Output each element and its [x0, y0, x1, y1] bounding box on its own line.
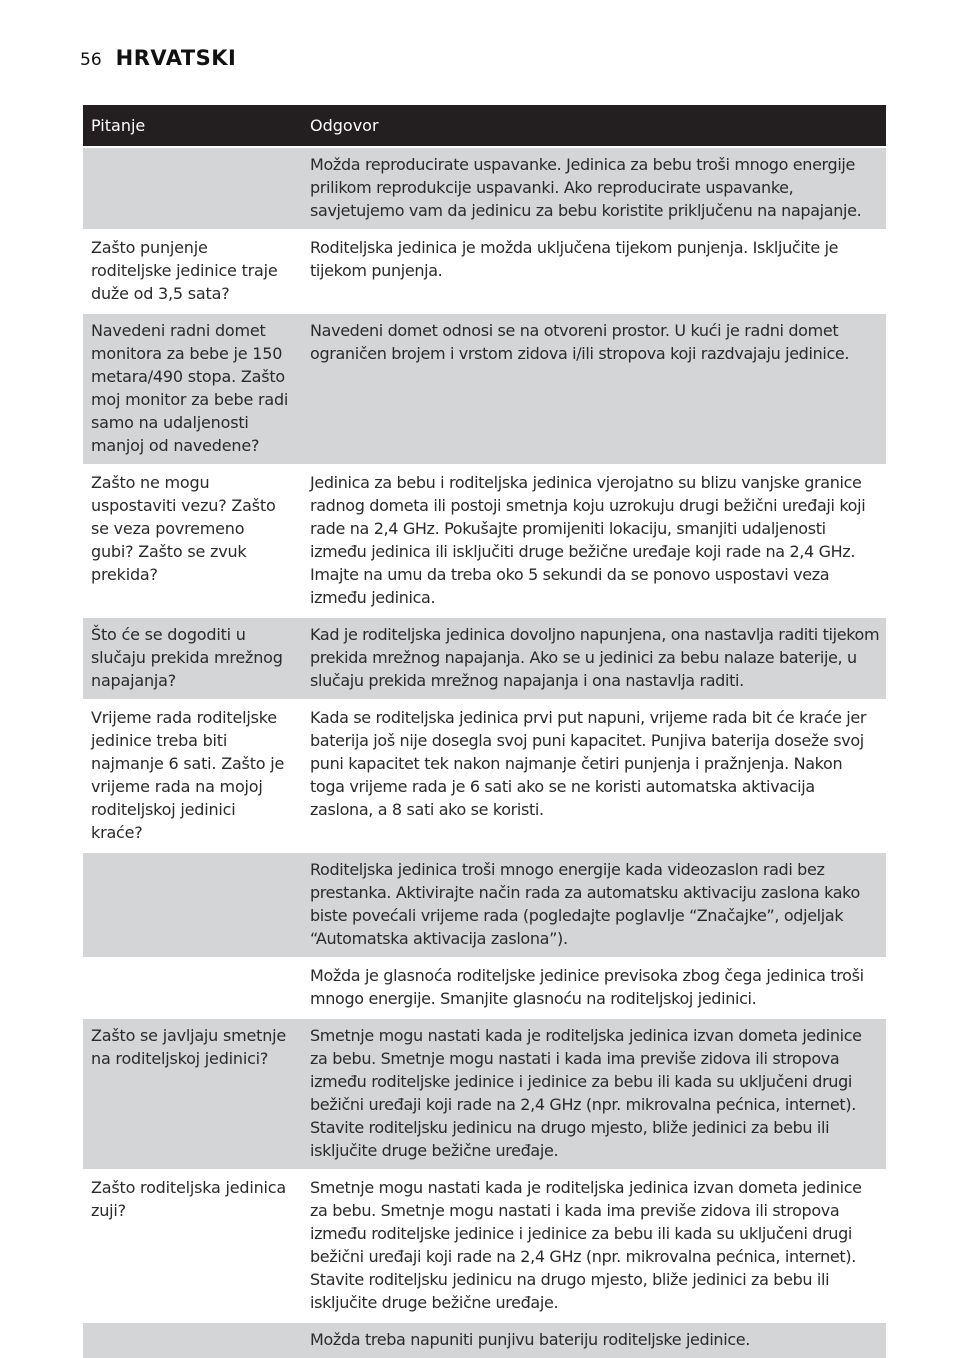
answer-cell: Možda treba napuniti punjivu bateriju roditeljske jedinice. [297, 1322, 886, 1358]
column-header-question: Pitanje [83, 105, 297, 147]
answer-cell: Možda je glasnoća roditeljske jedinice previsoka zbog čega jedinica troši mnogo energije. Smanjite glasnoću na roditeljskoj jedinici. [297, 958, 886, 1018]
table-row [83, 1170, 886, 1322]
question-cell [83, 852, 297, 958]
faq-table [83, 105, 886, 1358]
table-row [83, 700, 886, 852]
answer-cell: Roditeljska jedinica je možda uključena tijekom punjenja. Isključite je tijekom punjenja. [297, 230, 886, 313]
question-cell: Zašto se javljaju smetnje na roditeljskoj jedinici? [83, 1018, 297, 1170]
question-cell: Zašto ne mogu uspostaviti vezu? Zašto se veza povremeno gubi? Zašto se zvuk prekida? [83, 465, 297, 617]
table-row [83, 147, 886, 230]
answer-cell: Jedinica za bebu i roditeljska jedinica vjerojatno su blizu vanjske granice radnog dometa ili postoji smetnja koju uzrokuju drugi bežični uređaji koji rade na 2,4 GHz. Pokušajte promijeniti lokaciju, smanjiti udaljenosti između jedinica ili isključiti druge bežične uređaje koji rade na 2,4 GHz. Imajte na umu da treba oko 5 sekundi da se ponovo uspostavi veza između jedinica. [297, 465, 886, 617]
table-row [83, 230, 886, 313]
answer-cell: Smetnje mogu nastati kada je roditeljska jedinica izvan dometa jedinice za bebu. Smetnje mogu nastati i kada ima previše zidova ili stropova između roditeljske jedinice i jedinice za bebu ili kada su uključeni drugi bežični uređaji koji rade na 2,4 GHz (npr. mikrovalna pećnica, internet). Stavite roditeljsku jedinicu na drugo mjesto, bliže jedinici za bebu ili isključite druge bežične uređaje. [297, 1170, 886, 1322]
page-number: 56 [80, 50, 102, 70]
answer-cell: Kad je roditeljska jedinica dovoljno napunjena, ona nastavlja raditi tijekom prekida mrežnog napajanja. Ako se u jedinici za bebu nalaze baterije, u slučaju prekida mrežnog napajanja i ona nastavlja raditi. [297, 617, 886, 700]
section-title: HRVATSKI [115, 46, 237, 70]
question-cell: Zašto roditeljska jedinica zuji? [83, 1170, 297, 1322]
table-row [83, 465, 886, 617]
table-header-row [83, 105, 886, 147]
question-cell [83, 1322, 297, 1358]
question-cell: Što će se dogoditi u slučaju prekida mrežnog napajanja? [83, 617, 297, 700]
answer-cell: Roditeljska jedinica troši mnogo energije kada videozaslon radi bez prestanka. Aktivirajte način rada za automatsku aktivaciju zaslona kako biste povećali vrijeme rada (pogledajte poglavlje “Značajke”, odjeljak “Automatska aktivacija zaslona”). [297, 852, 886, 958]
table-row [83, 1018, 886, 1170]
column-header-answer: Odgovor [297, 105, 886, 147]
table-row [83, 1322, 886, 1358]
answer-cell: Navedeni domet odnosi se na otvoreni prostor. U kući je radni domet ograničen brojem i vrstom zidova i/ili stropova koji razdvajaju jedinice. [297, 313, 886, 465]
answer-cell: Kada se roditeljska jedinica prvi put napuni, vrijeme rada bit će kraće jer baterija još nije dosegla svoj puni kapacitet. Punjiva baterija doseže svoj puni kapacitet tek nakon najmanje četiri punjenja i pražnjenja. Nakon toga vrijeme rada je 6 sati ako se ne koristi automatska aktivacija zaslona, a 8 sati ako se koristi. [297, 700, 886, 852]
question-cell: Vrijeme rada roditeljske jedinice treba biti najmanje 6 sati. Zašto je vrijeme rada na mojoj roditeljskoj jedinici kraće? [83, 700, 297, 852]
question-cell [83, 958, 297, 1018]
question-cell: Zašto punjenje roditeljske jedinice traje duže od 3,5 sata? [83, 230, 297, 313]
table-row [83, 852, 886, 958]
table-row [83, 617, 886, 700]
answer-cell: Možda reproducirate uspavanke. Jedinica za bebu troši mnogo energije prilikom reprodukcije uspavanki. Ako reproducirate uspavanke, savjetujemo vam da jedinicu za bebu koristite priključenu na napajanje. [297, 147, 886, 230]
question-cell [83, 147, 297, 230]
table-row [83, 313, 886, 465]
page-header [80, 46, 236, 76]
table-row [83, 958, 886, 1018]
answer-cell: Smetnje mogu nastati kada je roditeljska jedinica izvan dometa jedinice za bebu. Smetnje mogu nastati i kada ima previše zidova ili stropova između roditeljske jedinice i jedinice za bebu ili kada su uključeni drugi bežični uređaji koji rade na 2,4 GHz (npr. mikrovalna pećnica, internet). Stavite roditeljsku jedinicu na drugo mjesto, bliže jedinici za bebu ili isključite druge bežične uređaje. [297, 1018, 886, 1170]
question-cell: Navedeni radni domet monitora za bebe je 150 metara/490 stopa. Zašto moj monitor za bebe radi samo na udaljenosti manjoj od navedene? [83, 313, 297, 465]
